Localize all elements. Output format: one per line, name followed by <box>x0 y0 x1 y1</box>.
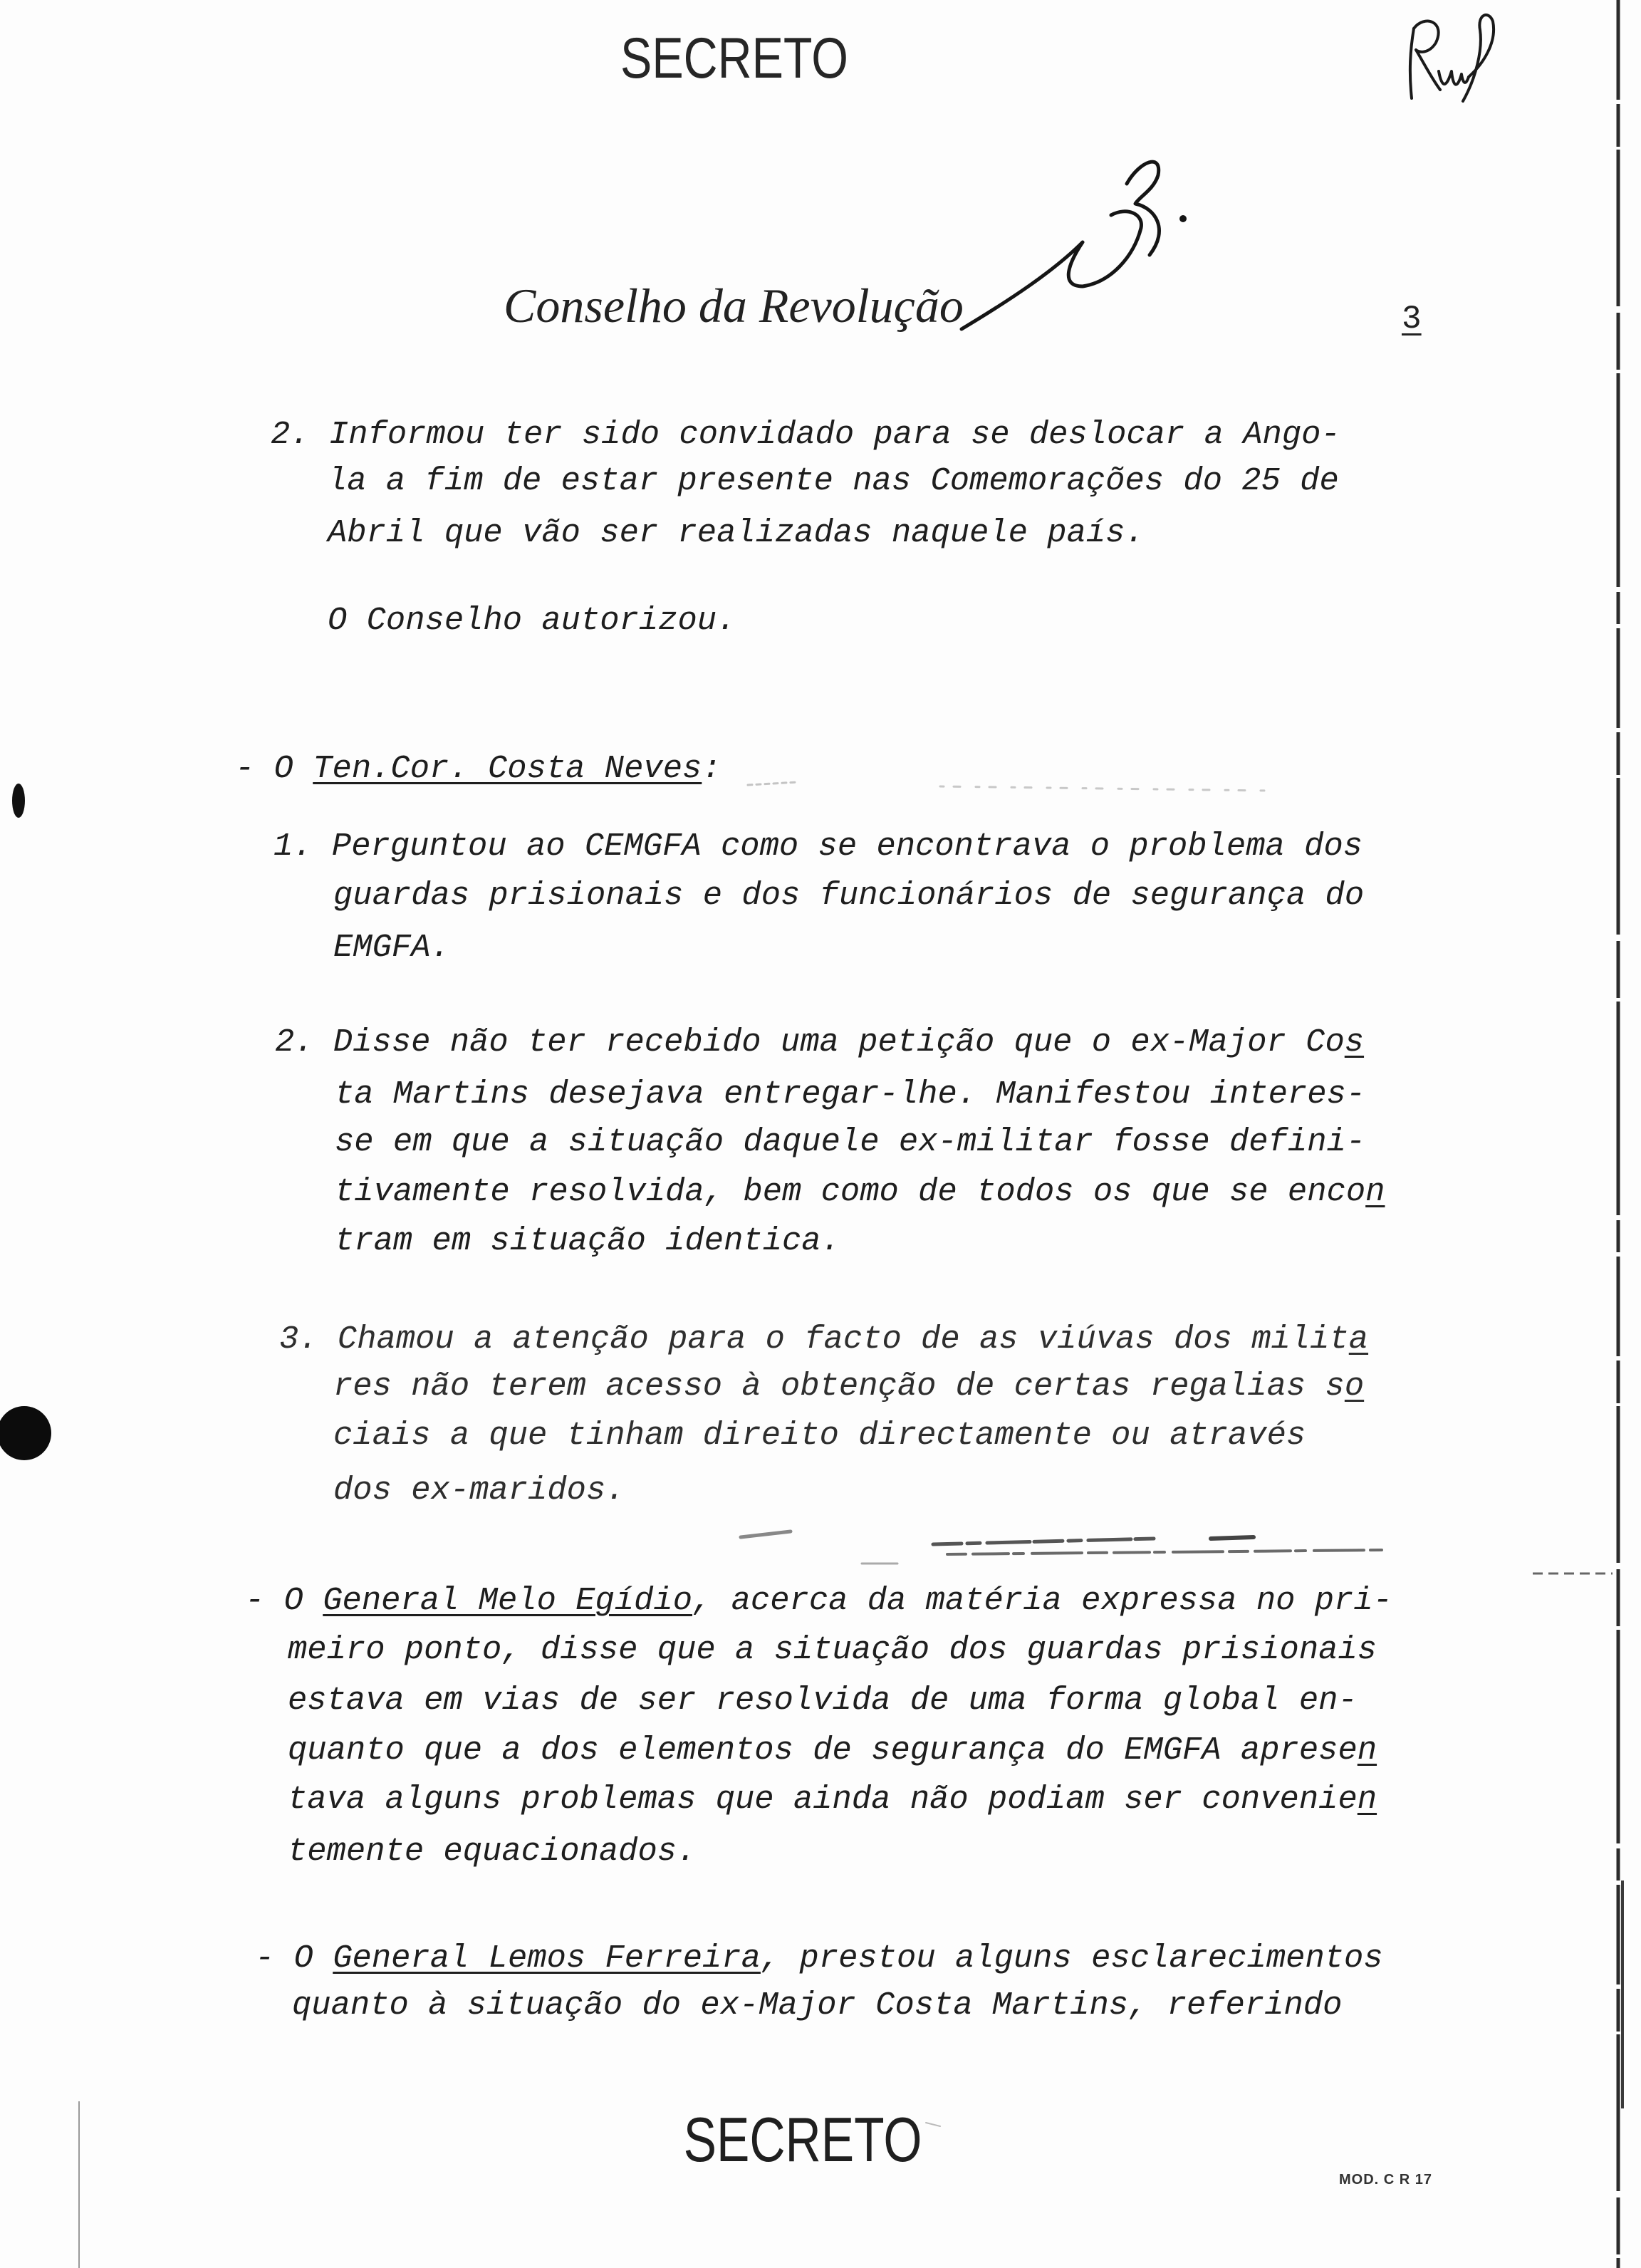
line-text: 2. Disse não ter recebido uma petição que o ex-Major Co <box>275 1024 1345 1061</box>
text-line: O Conselho autorizou. <box>328 602 736 639</box>
text-line: 1. Perguntou ao CEMGFA como se encontrava o problema dos <box>274 828 1363 865</box>
speaker-line-melo-egidio <box>245 1581 1392 1621</box>
smudge-stroke <box>947 1550 1382 1554</box>
handwritten-signature <box>1410 15 1494 101</box>
speaker-name: General Lemos Ferreira <box>333 1940 761 1977</box>
initials-stroke <box>962 212 1141 329</box>
text-line: tram em situação identica. <box>335 1222 840 1259</box>
text-line <box>279 1319 1368 1359</box>
line-text: : <box>702 750 721 787</box>
handwritten-initials <box>962 162 1187 329</box>
text-line <box>275 1022 1364 1062</box>
text-line <box>288 1730 1377 1770</box>
signature-stroke <box>1410 28 1414 98</box>
line-text: tivamente resolvida, bem como de todos os que se enco <box>335 1173 1366 1210</box>
speaker-name: Ten.Cor. Costa Neves <box>313 750 702 787</box>
text-line: temente equacionados. <box>288 1833 697 1870</box>
speaker-line-lemos-ferreira <box>255 1938 1383 1978</box>
line-text: res não terem acesso à obtenção de certas regalias s <box>333 1368 1345 1405</box>
initials-dot <box>1179 215 1187 222</box>
page-number: 3 <box>1402 301 1422 338</box>
text-line: quanto à situação do ex-Major Costa Martins, referindo <box>292 1987 1343 2024</box>
line-text: - O <box>255 1940 333 1977</box>
letterhead-title: Conselho da Revolução <box>504 279 964 333</box>
punch-hole-mark-lower <box>0 1406 51 1460</box>
text-line: ciais a que tinham direito directamente ou através <box>333 1417 1306 1454</box>
text-line: se em que a situação daquele ex-militar fosse defini- <box>335 1123 1366 1160</box>
classification-stamp-bottom: SECRETO <box>683 2104 922 2175</box>
initials-stroke <box>1127 162 1159 255</box>
form-code: MOD. C R 17 <box>1339 2172 1433 2188</box>
signature-stroke <box>1463 15 1494 101</box>
text-line: estava em vias de ser resolvida de uma forma global en- <box>288 1682 1358 1719</box>
smudge-stroke <box>1211 1537 1254 1539</box>
line-text: - O <box>235 750 313 787</box>
hyphenation-mark: n <box>1357 1781 1377 1818</box>
smudge-stroke <box>741 1531 791 1537</box>
hyphenation-mark: s <box>1344 1024 1365 1061</box>
line-text: tava alguns problemas que ainda não podiam ser convenie <box>288 1781 1358 1818</box>
hyphenation-mark: n <box>1357 1732 1377 1769</box>
signature-stroke <box>1439 71 1469 85</box>
line-text: 3. Chamou a atenção para o facto de as viúvas dos milit <box>279 1321 1349 1358</box>
punch-hole-mark-upper <box>12 784 25 818</box>
text-line: meiro ponto, disse que a situação dos guardas prisionais <box>288 1631 1377 1668</box>
text-line: Abril que vão ser realizadas naquele país. <box>328 514 1145 551</box>
text-line: dos ex-maridos. <box>333 1472 625 1509</box>
line-text: , acerca da matéria expressa no pri- <box>692 1582 1392 1619</box>
hyphenation-mark: a <box>1348 1321 1369 1358</box>
text-line: guardas prisionais e dos funcionários de segurança do <box>333 877 1365 914</box>
speaker-line-costa-neves <box>235 749 721 789</box>
text-line: EMGFA. <box>333 929 450 966</box>
line-text: , prestou alguns esclarecimentos <box>760 1940 1383 1977</box>
hyphenation-mark: o <box>1344 1368 1365 1405</box>
text-line: ta Martins desejava entregar-lhe. Manifestou interes- <box>335 1076 1366 1113</box>
text-line <box>335 1172 1385 1212</box>
line-text: - O <box>245 1582 323 1619</box>
classification-stamp-top: SECRETO <box>620 26 848 90</box>
smudge-stroke <box>933 1539 1154 1544</box>
hyphenation-mark: n <box>1365 1173 1385 1210</box>
text-line: 2. Informou ter sido convidado para se deslocar a Ango- <box>271 416 1340 453</box>
line-text: quanto que a dos elementos de segurança do EMGFA aprese <box>288 1732 1358 1769</box>
text-line: la a fim de estar presente nas Comemorações do 25 de <box>328 462 1339 499</box>
smudge-stroke <box>748 782 798 785</box>
smudge-stroke <box>940 786 1268 791</box>
speaker-name: General Melo Egídio <box>323 1582 693 1619</box>
smudge-stroke <box>926 2123 940 2126</box>
text-line <box>288 1779 1377 1819</box>
text-line <box>333 1366 1364 1406</box>
signature-stroke <box>1414 21 1440 90</box>
